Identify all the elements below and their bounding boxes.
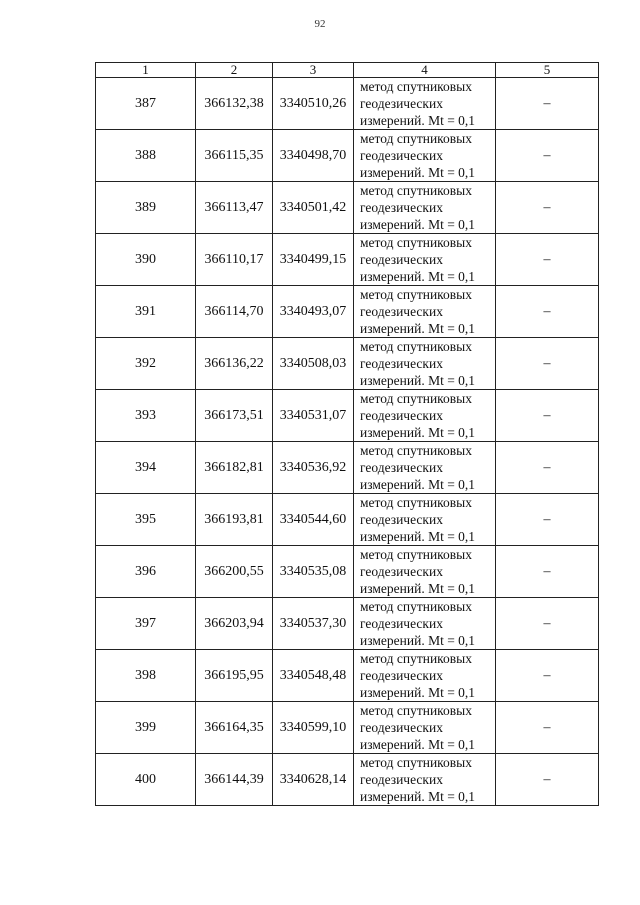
method-text-line2: геодезических: [360, 460, 443, 475]
method-text-line1: метод спутниковых: [360, 391, 472, 406]
method-text-line2: геодезических: [360, 148, 443, 163]
point-number-cell: 399: [96, 702, 196, 754]
method-text-line2: геодезических: [360, 408, 443, 423]
method-cell: [354, 598, 496, 650]
x-coordinate-cell: 366164,35: [196, 702, 273, 754]
column-header-3: 3: [273, 63, 354, 78]
method-cell: [354, 78, 496, 130]
coordinates-table: [95, 62, 599, 806]
method-text-line1: метод спутниковых: [360, 443, 472, 458]
point-number-cell: 391: [96, 286, 196, 338]
y-coordinate-cell: 3340628,14: [273, 754, 354, 806]
x-coordinate-cell: 366132,38: [196, 78, 273, 130]
y-coordinate-cell: 3340510,26: [273, 78, 354, 130]
y-coordinate-cell: 3340537,30: [273, 598, 354, 650]
point-number-cell: 390: [96, 234, 196, 286]
method-cell: [354, 390, 496, 442]
table-body: [96, 78, 599, 806]
point-number-cell: 388: [96, 130, 196, 182]
method-cell: [354, 754, 496, 806]
notes-cell: –: [496, 130, 599, 182]
method-text-line3: измерений. Mt = 0,1: [360, 477, 476, 492]
x-coordinate-cell: 366195,95: [196, 650, 273, 702]
method-text-line3: измерений. Mt = 0,1: [360, 581, 476, 596]
x-coordinate-cell: 366203,94: [196, 598, 273, 650]
notes-cell: –: [496, 754, 599, 806]
method-text-line1: метод спутниковых: [360, 599, 472, 614]
table-row: [96, 130, 599, 182]
method-text-line1: метод спутниковых: [360, 183, 472, 198]
table-row: [96, 702, 599, 754]
page-number: 92: [314, 18, 326, 30]
method-cell: [354, 338, 496, 390]
method-text-line1: метод спутниковых: [360, 79, 472, 94]
notes-cell: –: [496, 390, 599, 442]
method-text-line3: измерений. Mt = 0,1: [360, 633, 476, 648]
method-text-line1: метод спутниковых: [360, 235, 472, 250]
method-cell: [354, 546, 496, 598]
column-header-1: 1: [96, 63, 196, 78]
method-text-line2: геодезических: [360, 564, 443, 579]
method-text-line2: геодезических: [360, 720, 443, 735]
notes-cell: –: [496, 182, 599, 234]
table-row: [96, 546, 599, 598]
method-text-line1: метод спутниковых: [360, 287, 472, 302]
point-number-cell: 393: [96, 390, 196, 442]
method-text-line1: метод спутниковых: [360, 703, 472, 718]
notes-cell: –: [496, 650, 599, 702]
method-cell: [354, 494, 496, 546]
method-cell: [354, 702, 496, 754]
method-text-line2: геодезических: [360, 356, 443, 371]
notes-cell: –: [496, 338, 599, 390]
method-text-line3: измерений. Mt = 0,1: [360, 217, 476, 232]
notes-cell: –: [496, 546, 599, 598]
point-number-cell: 396: [96, 546, 196, 598]
table-row: [96, 494, 599, 546]
y-coordinate-cell: 3340499,15: [273, 234, 354, 286]
method-text-line3: измерений. Mt = 0,1: [360, 789, 476, 804]
x-coordinate-cell: 366193,81: [196, 494, 273, 546]
method-text-line3: измерений. Mt = 0,1: [360, 425, 476, 440]
y-coordinate-cell: 3340599,10: [273, 702, 354, 754]
method-text-line2: геодезических: [360, 668, 443, 683]
method-text-line2: геодезических: [360, 772, 443, 787]
method-cell: [354, 130, 496, 182]
notes-cell: –: [496, 598, 599, 650]
y-coordinate-cell: 3340544,60: [273, 494, 354, 546]
notes-cell: –: [496, 286, 599, 338]
method-text-line1: метод спутниковых: [360, 339, 472, 354]
notes-cell: –: [496, 494, 599, 546]
point-number-cell: 392: [96, 338, 196, 390]
table-row: [96, 650, 599, 702]
method-text-line1: метод спутниковых: [360, 651, 472, 666]
x-coordinate-cell: 366113,47: [196, 182, 273, 234]
method-text-line3: измерений. Mt = 0,1: [360, 529, 476, 544]
method-cell: [354, 286, 496, 338]
table-row: [96, 286, 599, 338]
point-number-cell: 394: [96, 442, 196, 494]
method-text-line1: метод спутниковых: [360, 495, 472, 510]
x-coordinate-cell: 366110,17: [196, 234, 273, 286]
method-text-line2: геодезических: [360, 252, 443, 267]
y-coordinate-cell: 3340536,92: [273, 442, 354, 494]
x-coordinate-cell: 366114,70: [196, 286, 273, 338]
method-text-line2: геодезических: [360, 304, 443, 319]
x-coordinate-cell: 366115,35: [196, 130, 273, 182]
method-text-line3: измерений. Mt = 0,1: [360, 373, 476, 388]
point-number-cell: 398: [96, 650, 196, 702]
point-number-cell: 395: [96, 494, 196, 546]
method-text-line2: геодезических: [360, 96, 443, 111]
x-coordinate-cell: 366144,39: [196, 754, 273, 806]
method-text-line3: измерений. Mt = 0,1: [360, 165, 476, 180]
notes-cell: –: [496, 234, 599, 286]
notes-cell: –: [496, 442, 599, 494]
method-text-line3: измерений. Mt = 0,1: [360, 269, 476, 284]
table-row: [96, 182, 599, 234]
method-text-line3: измерений. Mt = 0,1: [360, 113, 476, 128]
method-text-line1: метод спутниковых: [360, 131, 472, 146]
y-coordinate-cell: 3340493,07: [273, 286, 354, 338]
method-text-line3: измерений. Mt = 0,1: [360, 685, 476, 700]
method-cell: [354, 442, 496, 494]
column-header-4: 4: [354, 63, 496, 78]
method-text-line1: метод спутниковых: [360, 547, 472, 562]
header-row: [96, 63, 599, 78]
column-header-5: 5: [496, 63, 599, 78]
table-row: [96, 338, 599, 390]
table-row: [96, 78, 599, 130]
y-coordinate-cell: 3340498,70: [273, 130, 354, 182]
method-cell: [354, 234, 496, 286]
x-coordinate-cell: 366200,55: [196, 546, 273, 598]
method-text-line2: геодезических: [360, 616, 443, 631]
table-row: [96, 390, 599, 442]
table-row: [96, 598, 599, 650]
y-coordinate-cell: 3340535,08: [273, 546, 354, 598]
x-coordinate-cell: 366182,81: [196, 442, 273, 494]
method-cell: [354, 182, 496, 234]
y-coordinate-cell: 3340501,42: [273, 182, 354, 234]
y-coordinate-cell: 3340548,48: [273, 650, 354, 702]
point-number-cell: 387: [96, 78, 196, 130]
method-text-line1: метод спутниковых: [360, 755, 472, 770]
notes-cell: –: [496, 702, 599, 754]
table-row: [96, 754, 599, 806]
y-coordinate-cell: 3340531,07: [273, 390, 354, 442]
point-number-cell: 397: [96, 598, 196, 650]
method-cell: [354, 650, 496, 702]
method-text-line2: геодезических: [360, 200, 443, 215]
column-header-2: 2: [196, 63, 273, 78]
notes-cell: –: [496, 78, 599, 130]
point-number-cell: 400: [96, 754, 196, 806]
table-row: [96, 234, 599, 286]
method-text-line2: геодезических: [360, 512, 443, 527]
table-row: [96, 442, 599, 494]
y-coordinate-cell: 3340508,03: [273, 338, 354, 390]
point-number-cell: 389: [96, 182, 196, 234]
method-text-line3: измерений. Mt = 0,1: [360, 321, 476, 336]
method-text-line3: измерений. Mt = 0,1: [360, 737, 476, 752]
x-coordinate-cell: 366136,22: [196, 338, 273, 390]
x-coordinate-cell: 366173,51: [196, 390, 273, 442]
